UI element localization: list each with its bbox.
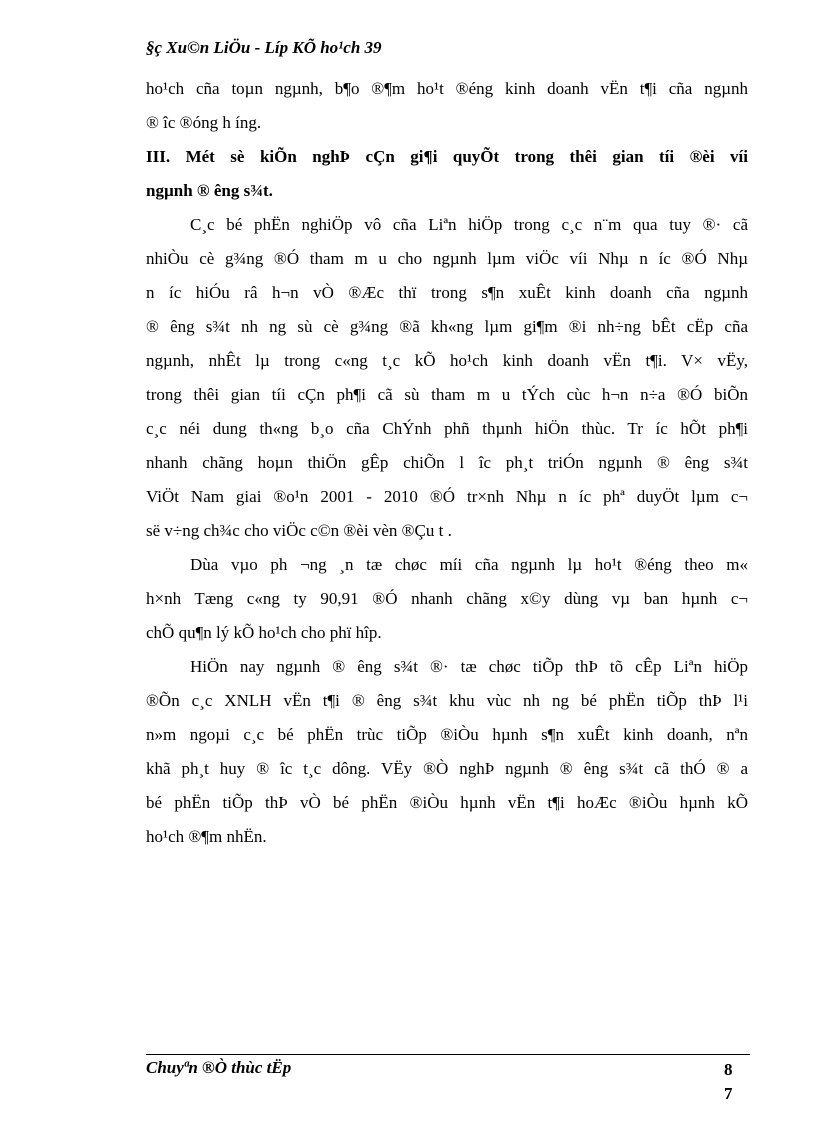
text-line: n íc hiÓu râ h¬n vÒ ®Æc thï trong s¶n xuÊt kinh doanh cña ngµnh (146, 283, 748, 302)
text-line: n»m ngoµi c¸c bé phËn trùc tiÕp ®iÒu hµnh s¶n xuÊt kinh doanh, nªn (146, 725, 748, 744)
text-line: ® îc ®óng h íng. (146, 113, 262, 132)
text-line: bé phËn tiÕp thÞ vÒ bé phËn ®iÒu hµnh vËn t¶i hoÆc ®iÒu hµnh kÕ (146, 793, 748, 812)
paragraph (146, 548, 748, 650)
heading-line: III. Mét sè kiÕn nghÞ cÇn gi¶i quyÕt trong thêi gian tíi ®èi víi (146, 147, 748, 166)
text-line: chÕ qu¶n lý kÕ ho¹ch cho phï hîp. (146, 623, 382, 642)
footer-divider (146, 1054, 750, 1055)
text-line: HiÖn nay ngµnh ® êng s¾t ®· tæ chøc tiÕp thÞ tõ cÊp Liªn hiÖp (190, 657, 748, 676)
text-line: Dùa vµo ph ¬ng ¸n tæ chøc míi cña ngµnh lµ ho¹t ®éng theo m« (190, 555, 748, 574)
text-line: ngµnh, nhÊt lµ trong c«ng t¸c kÕ ho¹ch kinh doanh vËn t¶i. V× vËy, (146, 351, 748, 370)
text-line: khã ph¸t huy ® îc t¸c dông. VËy ®Ò nghÞ ngµnh ® êng s¾t cã thÓ ® a (146, 759, 748, 778)
heading-line: ngµnh ® êng s¾t. (146, 181, 273, 200)
section-heading (146, 140, 748, 208)
paragraph (146, 208, 748, 548)
page-number-digit: 8 (724, 1060, 733, 1079)
text-line: ® êng s¾t nh ng sù cè g¾ng ®ã kh«ng lµm gi¶m ®i nh÷ng bÊt cËp cña (146, 317, 748, 336)
page-number (724, 1058, 733, 1106)
footer-title: Chuyªn ®Ò thùc tËp (146, 1058, 292, 1077)
paragraph (146, 72, 748, 140)
text-line: së v÷ng ch¾c cho viÖc c©n ®èi vèn ®Çu t . (146, 521, 452, 540)
paragraph (146, 650, 748, 854)
text-line: ®Õn c¸c XNLH vËn t¶i ® êng s¾t khu vùc nh ng bé phËn tiÕp thÞ l¹i (146, 691, 748, 710)
text-line: ViÖt Nam giai ®o¹n 2001 - 2010 ®Ó tr×nh Nhµ n íc phª duyÖt lµm c¬ (146, 487, 748, 506)
text-line: nhanh chãng hoµn thiÖn gÊp chiÕn l îc ph¸t triÓn ngµnh ® êng s¾t (146, 453, 748, 472)
document-body (146, 72, 748, 854)
text-line: trong thêi gian tíi cÇn ph¶i cã sù tham m u tÝch cùc h¬n n÷a ®Ó biÕn (146, 385, 748, 404)
text-line: nhiÒu cè g¾ng ®Ó tham m u cho ngµnh lµm viÖc víi Nhµ n íc ®Ó Nhµ (146, 249, 748, 268)
page-number-digit: 7 (724, 1084, 733, 1103)
text-line: C¸c bé phËn nghiÖp vô cña Liªn hiÖp trong c¸c n¨m qua tuy ®· cã (190, 215, 748, 234)
text-line: c¸c néi dung th«ng b¸o cña ChÝnh phñ thµnh hiÖn thùc. Tr íc hÕt ph¶i (146, 419, 748, 438)
text-line: ho¹ch cña toµn ngµnh, b¶o ®¶m ho¹t ®éng kinh doanh vËn t¶i cña ngµnh (146, 79, 748, 98)
text-line: ho¹ch ®¶m nhËn. (146, 827, 267, 846)
running-header: §ç Xu©n LiÖu - Líp KÕ ho¹ch 39 (146, 38, 382, 57)
text-line: h×nh Tæng c«ng ty 90,91 ®Ó nhanh chãng x©y dùng vµ ban hµnh c¬ (146, 589, 748, 608)
